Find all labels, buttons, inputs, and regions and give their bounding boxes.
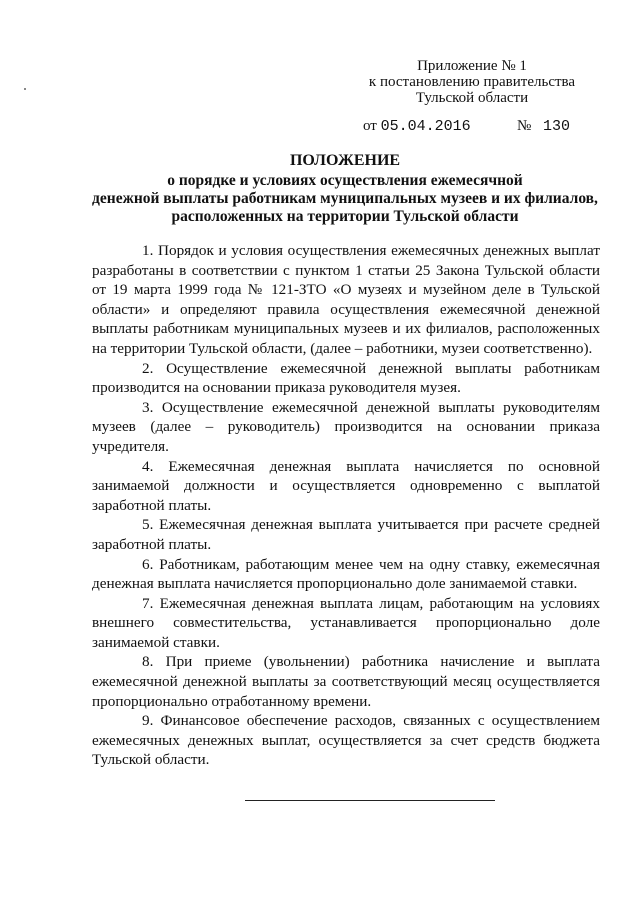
document-title	[90, 152, 600, 226]
paragraph-5: 5. Ежемесячная денежная выплата учитывается при расчете средней заработной платы.	[92, 516, 600, 553]
paragraph-4: 4. Ежемесячная денежная выплата начисляется по основной занимаемой должности и осуществляется одновременно с выплатой заработной платы.	[92, 457, 600, 514]
end-divider-line	[245, 800, 495, 801]
paragraph-9: 9. Финансовое обеспечение расходов, связанных с осуществлением ежемесячных денежных выплат, осуществляется за счет средств бюджета Тульской области.	[92, 712, 600, 769]
appendix-title: Приложение № 1	[417, 58, 527, 74]
date-prefix: от	[363, 118, 377, 134]
paragraph-1: 1. Порядок и условия осуществления ежемесячных денежных выплат разработаны в соответствии с пунктом 1 статьи 25 Закона Тульской области от 19 марта 1999 года № 121-ЗТО «О музеях и музейном деле в Тульской области» и определяют правила осуществления ежемесячной денежной выплаты работникам муниципальных музеев и их филиалов, расположенных на территории Тульской области, (далее – работники, музеи соответственно).	[92, 242, 600, 357]
appendix-block	[362, 58, 582, 106]
document-date: 05.04.2016	[380, 118, 471, 135]
paragraph-7: 7. Ежемесячная денежная выплата лицам, работающим на условиях внешнего совместительства, устанавливается пропорционально доле занимаемой ставки.	[92, 594, 600, 651]
document-body	[92, 241, 600, 770]
document-number: 130	[543, 118, 571, 135]
scan-mark	[24, 88, 26, 90]
title-line-2: денежной выплаты работникам муниципальных музеев и их филиалов,	[92, 190, 598, 207]
paragraph-2: 2. Осуществление ежемесячной денежной выплаты работникам производится на основании приказа руководителя музея.	[92, 359, 600, 397]
number-label: №	[517, 118, 532, 134]
paragraph-3: 3. Осуществление ежемесячной денежной выплаты руководителям музеев (далее – руководитель) производится на основании приказа учредителя.	[92, 398, 600, 455]
appendix-line-2: к постановлению правительства	[368, 74, 576, 90]
paragraph-8: 8. При приеме (увольнении) работника начисление и выплата ежемесячной денежной выплаты за соответствующий месяц осуществляется пропорционально отработанному времени.	[92, 653, 600, 710]
title-line-1: о порядке и условиях осуществления ежемесячной	[167, 172, 523, 189]
date-number-line	[363, 118, 571, 135]
title-line-3: расположенных на территории Тульской области	[171, 208, 519, 225]
paragraph-6: 6. Работникам, работающим менее чем на одну ставку, ежемесячная денежная выплата начисляется пропорционально доле занимаемой ставки.	[92, 555, 600, 593]
title-main: ПОЛОЖЕНИЕ	[289, 152, 401, 169]
appendix-line-3: Тульской области	[415, 90, 529, 106]
